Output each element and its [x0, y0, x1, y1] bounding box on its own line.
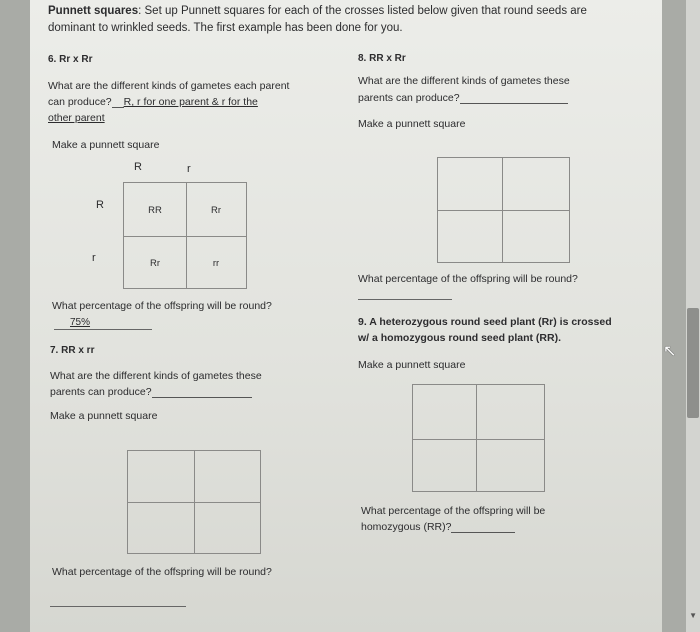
q8-gametes-line	[358, 92, 568, 104]
q6-make-square-label: Make a punnett square	[52, 139, 160, 151]
q9-percent-question-2: homozygous (RR)?	[361, 521, 452, 533]
q8-percent-blank	[358, 299, 452, 300]
q9-punnett-square	[412, 384, 545, 492]
q8-gametes-question-2: parents can produce?	[358, 92, 460, 104]
q6-cell-3: Rr	[149, 258, 161, 269]
q8-gametes-blank	[460, 103, 568, 104]
q9-percent-question-1: What percentage of the offspring will be	[361, 505, 546, 517]
instructions-text: : Set up Punnett squares for each of the crosses listed below given that round seeds are	[138, 5, 587, 17]
q6-punnett-square	[123, 182, 247, 289]
q6-top-allele-1: R	[134, 161, 142, 173]
q7-make-square-label: Make a punnett square	[50, 410, 158, 422]
scrollbar-thumb[interactable]	[687, 308, 699, 418]
q9-percent-blank	[451, 532, 515, 533]
q6-side-allele-2: r	[92, 252, 96, 264]
q7-percent-question: What percentage of the offspring will be round?	[52, 566, 272, 578]
q8-make-square-label: Make a punnett square	[358, 118, 466, 130]
q6-gametes-question-1: What are the different kinds of gametes each parent	[48, 80, 290, 92]
q7-punnett-square	[127, 450, 261, 554]
q7-gametes-line	[50, 386, 252, 398]
q7-percent-blank	[50, 606, 186, 607]
q7-gametes-blank	[152, 397, 252, 398]
q9-make-square-label: Make a punnett square	[358, 359, 466, 371]
q9-label-1: 9. A heterozygous round seed plant (Rr) is crossed	[358, 316, 612, 328]
q6-gametes-question-2: can produce?	[48, 96, 112, 108]
q6-cell-4: rr	[212, 258, 220, 269]
q6-percent-answer: 75%	[70, 317, 91, 328]
q7-gametes-question-1: What are the different kinds of gametes these	[50, 370, 262, 382]
q6-cell-2: Rr	[210, 205, 222, 216]
instructions-line-2: dominant to wrinkled seeds. The first example has been done for you.	[48, 22, 403, 34]
instructions-line-1	[48, 5, 587, 17]
vertical-scrollbar[interactable]	[686, 0, 700, 632]
q6-percent-question: What percentage of the offspring will be round?	[52, 300, 272, 312]
q9-percent-line	[361, 521, 515, 533]
worksheet-title: Punnett squares	[48, 5, 139, 17]
scroll-down-arrow-icon[interactable]: ▼	[689, 611, 697, 620]
q8-label: 8. RR x Rr	[358, 53, 406, 64]
q6-cell-1: RR	[148, 205, 162, 216]
q8-percent-question: What percentage of the offspring will be round?	[358, 273, 578, 285]
q7-gametes-question-2: parents can produce?	[50, 386, 152, 398]
q6-top-allele-2: r	[187, 163, 191, 175]
q6-gametes-answer-1: R, r for one parent & r for the	[123, 96, 258, 108]
q6-gametes-answer-2: other parent	[48, 112, 105, 124]
q6-percent-blank	[54, 329, 152, 330]
q6-label: 6. Rr x Rr	[48, 54, 93, 65]
q7-label: 7. RR x rr	[50, 345, 95, 356]
q6-side-allele-1: R	[96, 199, 104, 211]
q8-punnett-square	[437, 157, 570, 263]
mouse-cursor-icon: ↖	[663, 343, 677, 360]
q9-label-2: w/ a homozygous round seed plant (RR).	[358, 332, 562, 344]
q6-gametes-line	[48, 96, 258, 108]
q8-gametes-question-1: What are the different kinds of gametes these	[358, 75, 570, 87]
worksheet-page	[30, 0, 662, 632]
